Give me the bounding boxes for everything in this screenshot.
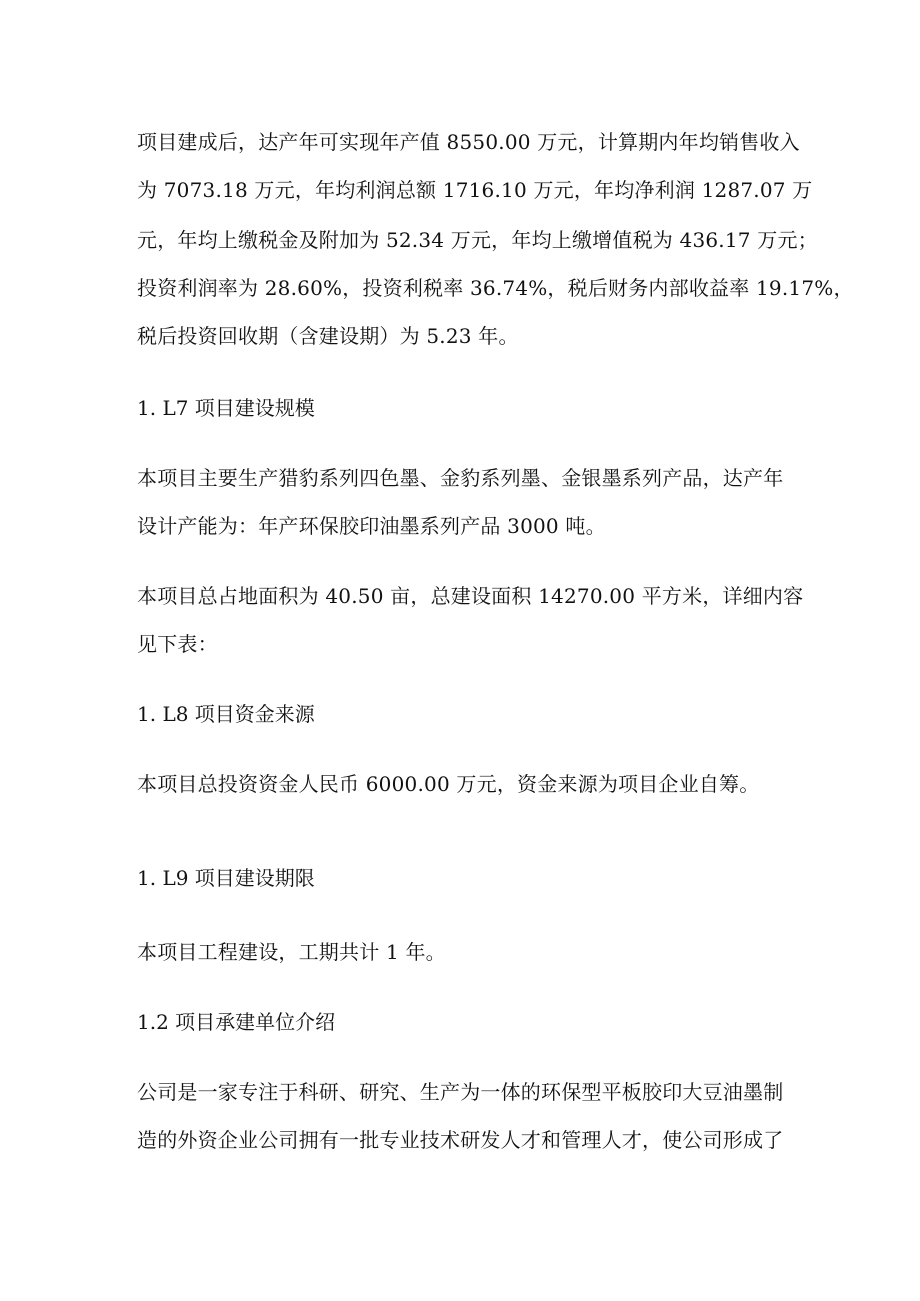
paragraph-line: 为 7073.18 万元，年均利润总额 1716.10 万元，年均净利润 1287.07 万 <box>137 178 813 202</box>
paragraph-line: 元，年均上缴税金及附加为 52.34 万元，年均上缴增值税为 436.17 万元； <box>137 228 818 252</box>
paragraph-line: 本项目工程建设，工期共计 1 年。 <box>137 940 446 964</box>
paragraph-line: 本项目总投资资金人民币 6000.00 万元，资金来源为项目企业自筹。 <box>137 772 760 796</box>
paragraph-line: 造的外资企业公司拥有一批专业技术研发人才和管理人才，使公司形成了 <box>137 1128 784 1152</box>
paragraph-line: 见下表： <box>137 632 218 656</box>
paragraph-line: 税后投资回收期（含建设期）为 5.23 年。 <box>137 324 519 348</box>
section-heading-company: 1.2 项目承建单位介绍 <box>137 1010 336 1034</box>
paragraph-line: 公司是一家专注于科研、研究、生产为一体的环保型平板胶印大豆油墨制 <box>137 1080 784 1104</box>
paragraph-line: 项目建成后，达产年可实现年产值 8550.00 万元，计算期内年均销售收入 <box>137 130 800 154</box>
paragraph-line: 本项目主要生产猎豹系列四色墨、金豹系列墨、金银墨系列产品，达产年 <box>137 466 784 490</box>
section-heading-period: 1. L9 项目建设期限 <box>137 866 315 890</box>
section-heading-funding: 1. L8 项目资金来源 <box>137 702 315 726</box>
paragraph-line: 本项目总占地面积为 40.50 亩，总建设面积 14270.00 平方米，详细内容 <box>137 584 804 608</box>
paragraph-line: 设计产能为：年产环保胶印油墨系列产品 3000 吨。 <box>137 514 606 538</box>
section-heading-scale: 1. L7 项目建设规模 <box>137 396 315 420</box>
paragraph-line: 投资利润率为 28.60%，投资利税率 36.74%，税后财务内部收益率 19.17%， <box>137 276 854 300</box>
